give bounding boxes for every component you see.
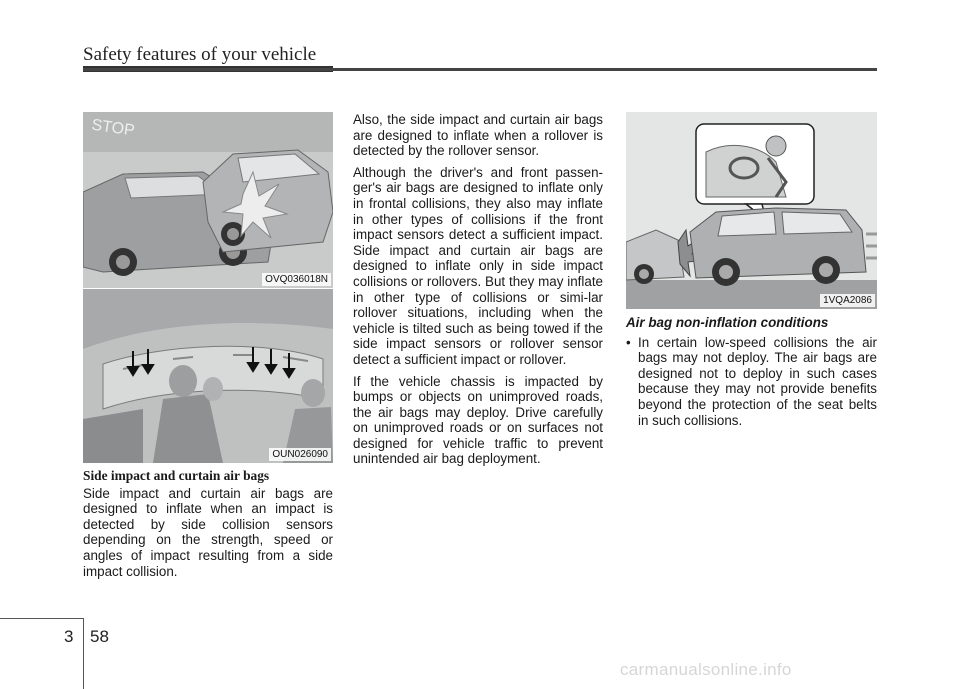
side-collision-drawing [83, 112, 333, 288]
header-rule [83, 68, 877, 71]
page-header-title: Safety features of your vehicle [83, 44, 317, 65]
low-speed-collision-illustration [626, 112, 877, 309]
low-speed-collision-drawing [626, 112, 877, 309]
image-code-curtain: OUN026090 [269, 448, 331, 461]
non-inflation-bullet-text: In certain low-speed collisions the air bags may not deploy. The air bags are designed not to deploy in such cases because they may not provide benefits beyond the protection of the seat belts in such collisions. [638, 334, 877, 428]
stop-road-marking: STOP [90, 116, 136, 140]
middle-column [353, 112, 603, 473]
side-impact-paragraph: Side impact and curtain air bags are designed to inflate when an impact is detected by side collision sensors depending on the strength, speed or angles of impact resulting from a side impact collision. [83, 485, 333, 579]
unimproved-roads-paragraph: If the vehicle chassis is impacted by bumps or objects on unimproved roads, the air bags may deploy. Drive carefully on unimproved roads or on surfaces not designed for vehicle traffic to prevent unintended air bag deployment. [353, 373, 603, 467]
non-inflation-heading: Air bag non-inflation conditions [626, 315, 829, 330]
chapter-number: 3 [64, 627, 74, 646]
watermark-text: carmanualsonline.info [620, 660, 792, 679]
rollover-paragraph: Also, the side impact and curtain air bags are designed to inflate when a rollover is detected by the rollover sensor. [353, 112, 603, 159]
footer-rule-vertical [83, 618, 84, 689]
bullet-marker: • [626, 334, 631, 350]
curtain-airbag-illustration [83, 289, 333, 463]
side-collision-illustration [83, 112, 333, 288]
other-collisions-paragraph: Although the driver's and front passen-ger's air bags are designed to inflate only in frontal collisions, they also may inflate in other types of collisions if the front impact sensors detect a sufficient impact. Side impact and curtain air bags are designed to inflate only in side impact collisions or rollovers. But they may inflate in other type of collisions or simi-lar rollover situations, including when the vehicle is tilted such as being towed if the side impact sensors or rollover sensor detect a sufficient impact or rollover. [353, 164, 603, 367]
left-column [83, 468, 333, 585]
curtain-airbag-drawing [83, 289, 333, 463]
right-column [626, 315, 877, 434]
footer-rule-horizontal [0, 618, 83, 619]
image-code-rear-impact: 1VQA2086 [820, 294, 875, 307]
image-code-collision: OVQ036018N [262, 273, 331, 286]
page-number: 58 [90, 627, 109, 646]
side-impact-subheading: Side impact and curtain air bags [83, 468, 270, 483]
non-inflation-bullet [626, 335, 877, 429]
